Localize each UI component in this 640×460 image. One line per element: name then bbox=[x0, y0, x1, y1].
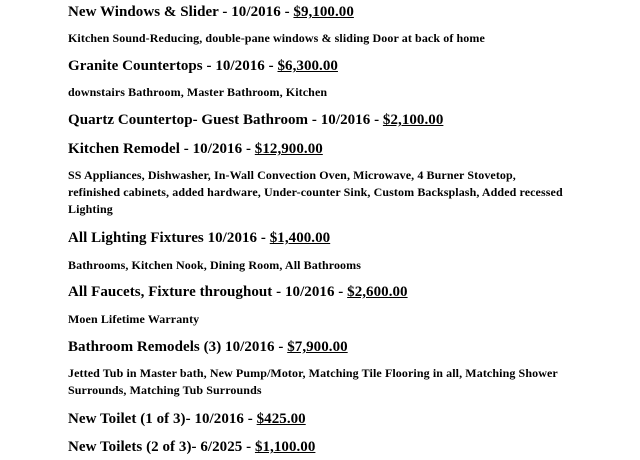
item-heading bbox=[68, 3, 354, 21]
item-heading bbox=[68, 111, 443, 129]
item-description: downstairs Bathroom, Master Bathroom, Kitchen bbox=[68, 85, 328, 99]
item-heading bbox=[68, 229, 330, 247]
item-price: $6,300.00 bbox=[277, 58, 338, 74]
item-price: $1,400.00 bbox=[269, 230, 331, 246]
item-title: Bathroom Remodels (3) 10/2016 - bbox=[68, 339, 288, 355]
item-title: New Toilet (1 of 3)- 10/2016 - bbox=[68, 411, 257, 427]
item-description: Jetted Tub in Master bath, New Pump/Motor, Matching Tile Flooring in all, Matching Shower Surrounds, Matching Tub Surrounds bbox=[68, 366, 558, 397]
item-heading bbox=[68, 57, 338, 75]
item-price: $7,900.00 bbox=[287, 339, 348, 355]
item-description: Bathrooms, Kitchen Nook, Dining Room, All Bathrooms bbox=[68, 258, 362, 272]
item-title: Quartz Countertop- Guest Bathroom - 10/2016 - bbox=[68, 112, 383, 128]
item-price: $12,900.00 bbox=[254, 141, 323, 157]
item-heading bbox=[68, 410, 306, 428]
item-price: $2,600.00 bbox=[347, 284, 408, 300]
item-title: New Windows & Slider - 10/2016 - bbox=[68, 4, 294, 20]
item-price: $2,100.00 bbox=[382, 112, 444, 128]
item-price: $9,100.00 bbox=[293, 4, 354, 20]
item-heading bbox=[68, 140, 323, 158]
item-title: Kitchen Remodel - 10/2016 - bbox=[68, 141, 255, 157]
item-price: $1,100.00 bbox=[254, 439, 316, 455]
item-title: All Faucets, Fixture throughout - 10/2016 - bbox=[68, 284, 348, 300]
item-heading bbox=[68, 338, 348, 356]
item-title: All Lighting Fixtures 10/2016 - bbox=[68, 230, 270, 246]
item-title: New Toilets (2 of 3)- 6/2025 - bbox=[68, 439, 255, 455]
item-description: Kitchen Sound-Reducing, double-pane windows & sliding Door at back of home bbox=[68, 31, 485, 45]
item-title: Granite Countertops - 10/2016 - bbox=[68, 58, 278, 74]
item-description: SS Appliances, Dishwasher, In-Wall Convection Oven, Microwave, 4 Burner Stovetop, refinished cabinets, added hardware, Under-counter Sink, Custom Backsplash, Added recessed Lighting bbox=[68, 168, 563, 216]
item-description: Moen Lifetime Warranty bbox=[68, 312, 200, 326]
item-heading bbox=[68, 283, 408, 301]
item-heading bbox=[68, 438, 315, 456]
item-price: $425.00 bbox=[256, 411, 306, 427]
